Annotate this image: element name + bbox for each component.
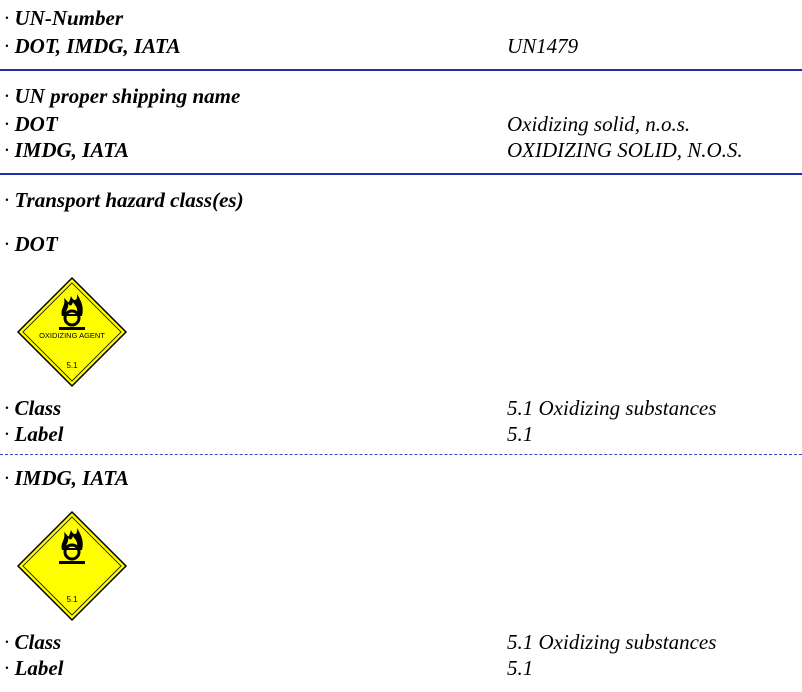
imdg-heading-row — [4, 466, 802, 490]
oxidizer-placard-imdg — [16, 510, 128, 622]
bullet: · — [4, 466, 10, 490]
shipping-name-dot-value: Oxidizing solid, n.o.s. — [507, 112, 691, 136]
bullet: · — [4, 630, 10, 654]
bullet: · — [4, 188, 10, 212]
dot-heading-row — [4, 232, 802, 256]
shipping-name-heading-row — [4, 84, 802, 108]
bullet: · — [4, 84, 10, 108]
bullet: · — [4, 396, 10, 420]
placard-number: 5.1 — [66, 595, 78, 604]
section-divider — [0, 173, 802, 175]
imdg-heading: IMDG, IATA — [14, 466, 129, 490]
dot-label-label: Label — [14, 422, 64, 446]
un-number-modes: DOT, IMDG, IATA — [14, 34, 181, 58]
imdg-label-label: Label — [14, 656, 64, 680]
shipping-name-imdg-value: OXIDIZING SOLID, N.O.S. — [507, 138, 743, 162]
dot-class-value: 5.1 Oxidizing substances — [507, 396, 717, 420]
imdg-class-label: Class — [14, 630, 62, 654]
bullet: · — [4, 422, 10, 446]
imdg-class-row — [4, 630, 802, 654]
imdg-label-value: 5.1 — [507, 656, 534, 680]
bullet: · — [4, 138, 10, 162]
bullet: · — [4, 112, 10, 136]
shipping-name-heading: UN proper shipping name — [14, 84, 241, 108]
un-number-heading-row — [4, 6, 802, 30]
bullet: · — [4, 656, 10, 680]
un-number-value: UN1479 — [507, 34, 579, 58]
dashed-divider — [0, 454, 802, 455]
bullet: · — [4, 34, 10, 58]
placard-number: 5.1 — [66, 361, 78, 370]
hazard-class-heading-row — [4, 188, 802, 212]
dot-class-row — [4, 396, 802, 420]
un-number-heading: UN-Number — [14, 6, 123, 30]
un-number-row — [4, 34, 802, 58]
oxidizer-placard-dot — [16, 276, 128, 388]
bullet: · — [4, 232, 10, 256]
section-divider — [0, 69, 802, 71]
hazard-class-heading: Transport hazard class(es) — [14, 188, 244, 212]
dot-heading: DOT — [14, 232, 58, 256]
shipping-name-dot-label: DOT — [14, 112, 58, 136]
bullet: · — [4, 6, 10, 30]
dot-label-row — [4, 422, 802, 446]
imdg-label-row — [4, 656, 802, 680]
dot-label-value: 5.1 — [507, 422, 534, 446]
shipping-name-dot-row — [4, 112, 802, 136]
shipping-name-imdg-row — [4, 138, 802, 162]
shipping-name-imdg-label: IMDG, IATA — [14, 138, 129, 162]
placard-text: OXIDIZING AGENT — [39, 331, 105, 340]
oxidizer-placard-icon — [16, 510, 128, 622]
imdg-class-value: 5.1 Oxidizing substances — [507, 630, 717, 654]
dot-class-label: Class — [14, 396, 62, 420]
oxidizer-placard-icon — [16, 276, 128, 388]
